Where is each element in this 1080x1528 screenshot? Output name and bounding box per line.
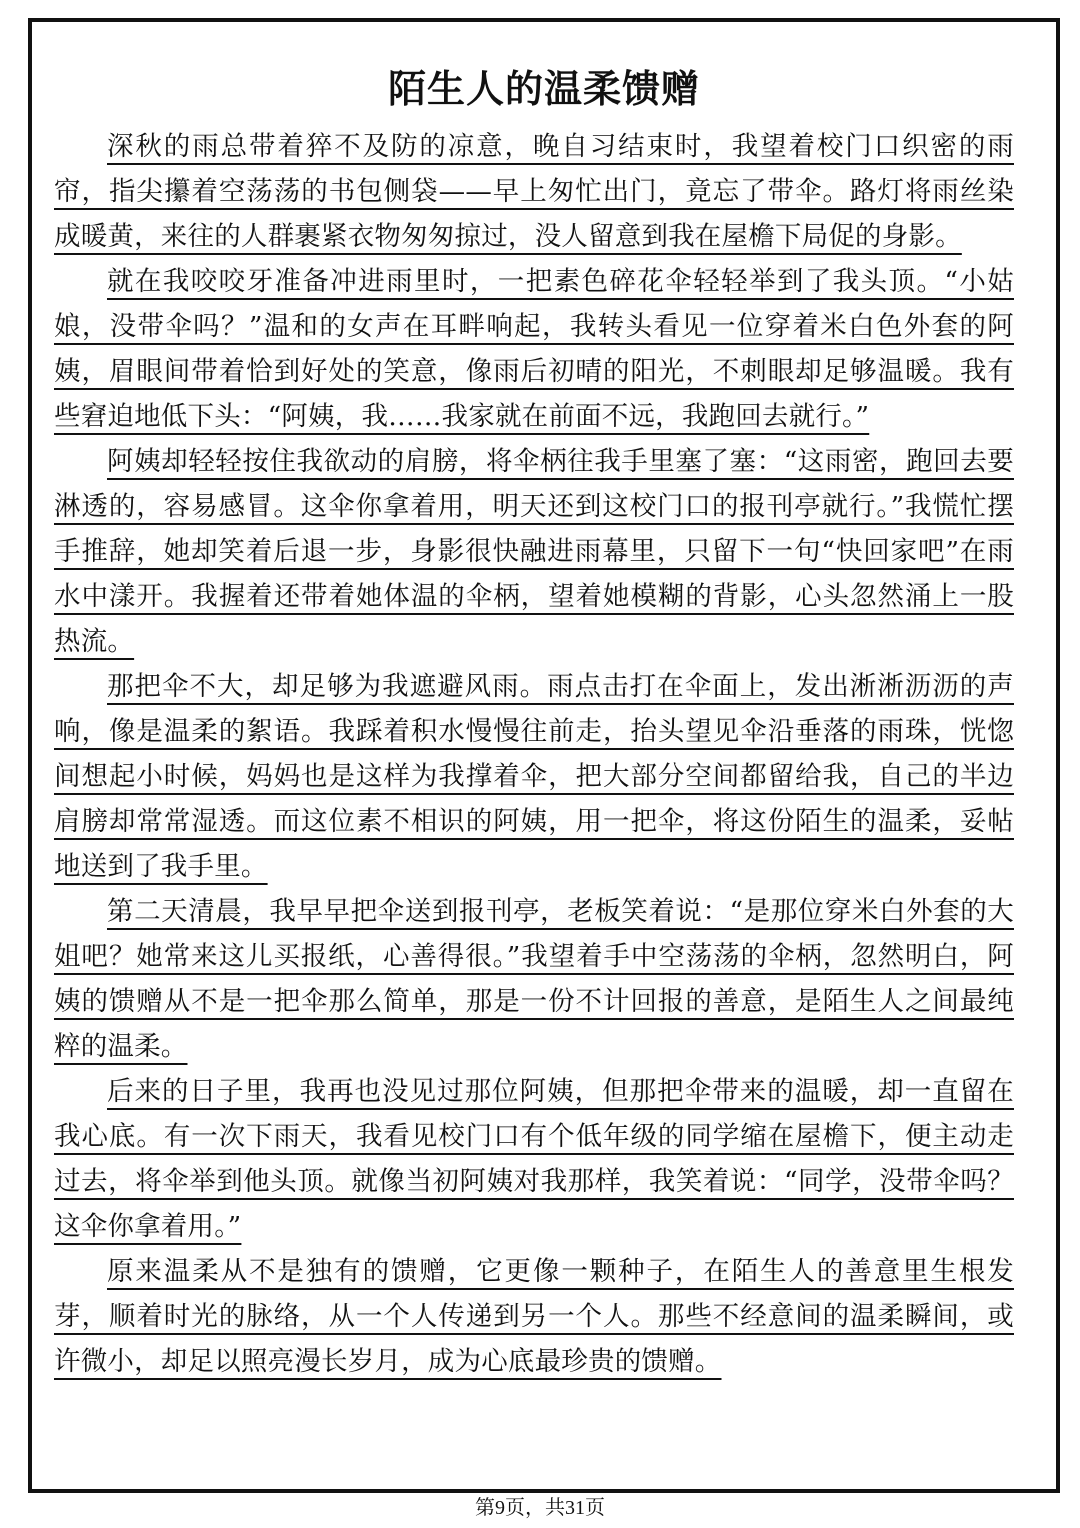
paragraph bbox=[54, 889, 1014, 1069]
essay-body bbox=[54, 124, 1014, 1384]
paragraph-text: 第二天清晨，我早早把伞送到报刊亭，老板笑着说：“是那位穿米白外套的大姐吧？她常来这儿买报纸，心善得很。”我望着手中空荡荡的伞柄，忽然明白，阿姨的馈赠从不是一把伞那么简单，那是一份不计回报的善意，是陌生人之间最纯粹的温柔。 bbox=[54, 896, 1014, 1062]
paragraph-text: 后来的日子里，我再也没见过那位阿姨，但那把伞带来的温暖，却一直留在我心底。有一次下雨天，我看见校门口有个低年级的同学缩在屋檐下，便主动走过去，将伞举到他头顶。就像当初阿姨对我那样，我笑着说：“同学，没带伞吗？这伞你拿着用。” bbox=[54, 1076, 1014, 1242]
paragraph-text: 阿姨却轻轻按住我欲动的肩膀，将伞柄往我手里塞了塞：“这雨密，跑回去要淋透的，容易感冒。这伞你拿着用，明天还到这校门口的报刊亭就行。”我慌忙摆手推辞，她却笑着后退一步，身影很快融进雨幕里，只留下一句“快回家吧”在雨水中漾开。我握着还带着她体温的伞柄，望着她模糊的背影，心头忽然涌上一股热流。 bbox=[54, 446, 1014, 657]
paragraph bbox=[54, 124, 1014, 259]
essay-title: 陌生人的温柔馈赠 bbox=[387, 67, 700, 111]
paragraph-text: 就在我咬咬牙准备冲进雨里时，一把素色碎花伞轻轻举到了我头顶。“小姑娘，没带伞吗？”温和的女声在耳畔响起，我转头看见一位穿着米白色外套的阿姨，眉眼间带着恰到好处的笑意，像雨后初晴的阳光，不刺眼却足够温暖。我有些窘迫地低下头：“阿姨，我……我家就在前面不远，我跑回去就行。” bbox=[54, 266, 1014, 432]
paragraph bbox=[54, 1249, 1014, 1384]
paragraph bbox=[54, 1069, 1014, 1249]
paragraph bbox=[54, 439, 1014, 664]
paragraph-text: 深秋的雨总带着猝不及防的凉意，晚自习结束时，我望着校门口织密的雨帘，指尖攥着空荡荡的书包侧袋——早上匆忙出门，竟忘了带伞。路灯将雨丝染成暖黄，来往的人群裹紧衣物匆匆掠过，没人留意到我在屋檐下局促的身影。 bbox=[54, 131, 1014, 252]
paragraph bbox=[54, 664, 1014, 889]
page-number: 第9页，共31页 bbox=[475, 1497, 605, 1519]
paragraph bbox=[54, 259, 1014, 439]
page-border bbox=[28, 18, 1060, 1493]
paragraph-text: 那把伞不大，却足够为我遮避风雨。雨点击打在伞面上，发出淅淅沥沥的声响，像是温柔的絮语。我踩着积水慢慢往前走，抬头望见伞沿垂落的雨珠，恍惚间想起小时候，妈妈也是这样为我撑着伞，把大部分空间都留给我，自己的半边肩膀却常常湿透。而这位素不相识的阿姨，用一把伞，将这份陌生的温柔，妥帖地送到了我手里。 bbox=[54, 671, 1014, 882]
paragraph-text: 原来温柔从不是独有的馈赠，它更像一颗种子，在陌生人的善意里生根发芽，顺着时光的脉络，从一个人传递到另一个人。那些不经意间的温柔瞬间，或许微小，却足以照亮漫长岁月，成为心底最珍贵的馈赠。 bbox=[54, 1256, 1014, 1377]
